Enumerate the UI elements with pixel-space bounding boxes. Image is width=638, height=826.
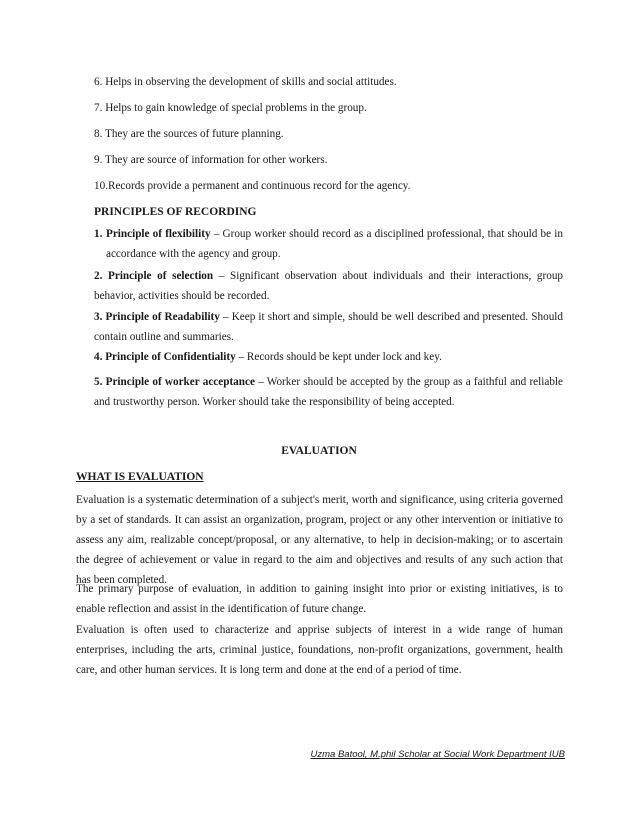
list-item-8: 8. They are the sources of future planning.: [94, 128, 284, 140]
principle-1-body: [106, 224, 563, 264]
evaluation-paragraph-3: Evaluation is often used to characterize and apprise subjects of interest in a wide range of human enterprises, including the arts, criminal justice, foundations, non-profit organizations, government, health care, and other human services. It is long term and done at the end of a period of time.: [76, 624, 563, 676]
page-footer: Uzma Batool, M.phil Scholar at Social Work Department IUB: [310, 749, 565, 760]
principle-2: [94, 266, 563, 306]
principle-5-title: 5. Principle of worker acceptance: [94, 376, 255, 388]
list-item-9: 9. They are source of information for other workers.: [94, 154, 328, 166]
principle-4: [94, 347, 563, 367]
principle-4-title: 4. Principle of Confidentiality: [94, 351, 236, 363]
principle-3-text: – Keep it short and simple, should be well described and presented. Should contain outline and summaries.: [94, 311, 563, 343]
principle-1-number: 1.: [94, 228, 103, 240]
principle-2-text: – Significant observation about individuals and their interactions, group behavior, activities should be recorded.: [94, 270, 564, 302]
evaluation-paragraph-1: Evaluation is a systematic determination of a subject's merit, worth and significance, using criteria governed by a set of standards. It can assist an organization, program, project or any other intervention or initiative to assess any aim, realizable concept/proposal, or any alternative, to help in decision-making; or to ascertain the degree of achievement or value in regard to the aim and objectives and results of any such action that has been completed.: [76, 494, 563, 586]
principle-5-text: – Worker should be accepted by the group as a faithful and reliable and trustworthy person. Worker should take the responsibility of being accepted.: [94, 376, 563, 408]
evaluation-title: EVALUATION: [281, 445, 357, 457]
evaluation-paragraph-2: The primary purpose of evaluation, in addition to gaining insight into prior or existing initiatives, is to enable reflection and assist in the identification of future change.: [76, 583, 563, 615]
list-item-6: 6. Helps in observing the development of skills and social attitudes.: [94, 76, 397, 88]
list-item-10: 10.Records provide a permanent and continuous record for the agency.: [94, 180, 411, 192]
principle-3: [94, 307, 563, 347]
list-item-7: 7. Helps to gain knowledge of special problems in the group.: [94, 102, 367, 114]
principle-1-title: Principle of flexibility: [106, 228, 211, 240]
principle-5: [94, 372, 563, 412]
principles-heading: PRINCIPLES OF RECORDING: [94, 206, 257, 218]
evaluation-subheading: WHAT IS EVALUATION: [76, 471, 204, 483]
principle-3-title: 3. Principle of Readability: [94, 311, 220, 323]
principle-1-text: – Group worker should record as a disciplined professional, that should be in accordance with the agency and group.: [106, 228, 563, 260]
principle-2-title: 2. Principle of selection: [94, 270, 214, 282]
principle-4-text: – Records should be kept under lock and key.: [235, 351, 442, 363]
